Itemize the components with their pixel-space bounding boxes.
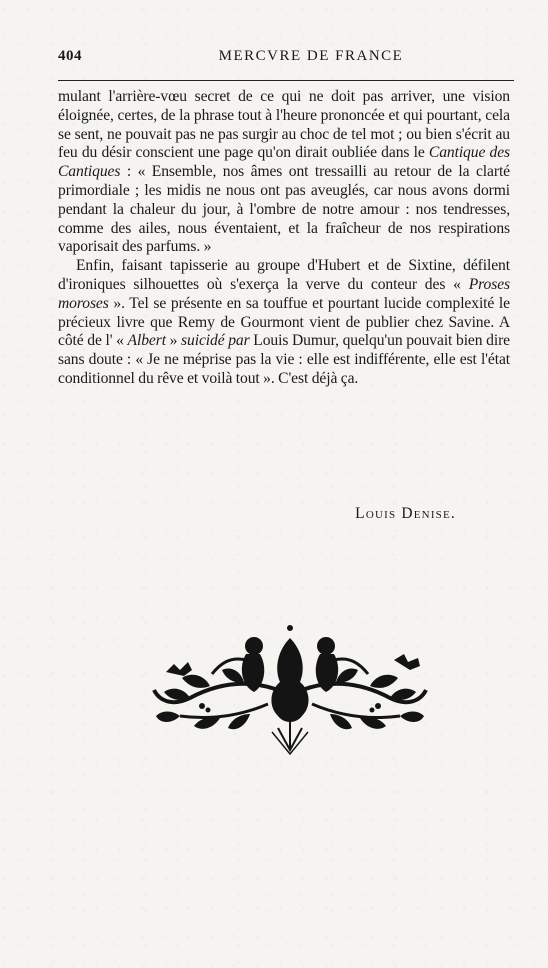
body-text xyxy=(58,88,510,389)
floral-vignette-icon xyxy=(150,620,430,760)
paragraph xyxy=(58,88,510,257)
author-signature: Louis Denise. xyxy=(355,505,456,522)
italic-text: Albert xyxy=(127,332,166,350)
header-rule xyxy=(58,80,514,81)
running-head: MERCVRE DE FRANCE xyxy=(218,48,404,64)
text-run: : « Ensemble, nos âmes ont tressailli au retour de la clarté primordiale ; les midis ne nous ont pas aveuglés, car nous avons dormi pendant la chaleur du jour, à l'ombre de notre amour : nos tendresses, comme des ailes, nous éventaient, et la fraîcheur de nos respirations vaporisait des parfums. » xyxy=(58,163,510,256)
italic-text: suicidé par xyxy=(181,332,250,350)
page-header xyxy=(58,46,514,72)
paragraph xyxy=(58,257,510,389)
page-number: 404 xyxy=(58,48,82,64)
text-run: mulant l'arrière-vœu secret de ce qui ne doit pas arriver, une vision éloignée, certes, de la phrase tout à l'heure prononcée et qui pourtant, cela se sent, ne pouvait pas ne pas surgir au choc de tel mot ; ou bien s'écrit au feu du désir conscient une page qu'on dirait oubliée dans le xyxy=(58,88,510,162)
text-run: Enfin, faisant tapisserie au groupe d'Hubert et de Sixtine, défilent d'ironiques silhouettes où s'exerça la verve du conteur des « xyxy=(58,257,510,293)
text-run: » xyxy=(165,332,182,350)
text-run: ». Tel se présente en sa touffue et pourtant lucide complexité le précieux livre que Remy de Gourmont vient de publier chez Savine. A côté de l' « xyxy=(58,294,510,350)
italic-text: Proses moroses xyxy=(58,275,510,312)
italic-text: Cantique des Cantiques xyxy=(58,144,510,181)
text-run: Louis Dumur, quelqu'un pouvait bien dire sans doute : « Je ne méprise pas la vie : elle est indifférente, elle est l'état conditionnel du rêve et voilà tout ». C'est déjà ça. xyxy=(58,332,510,387)
